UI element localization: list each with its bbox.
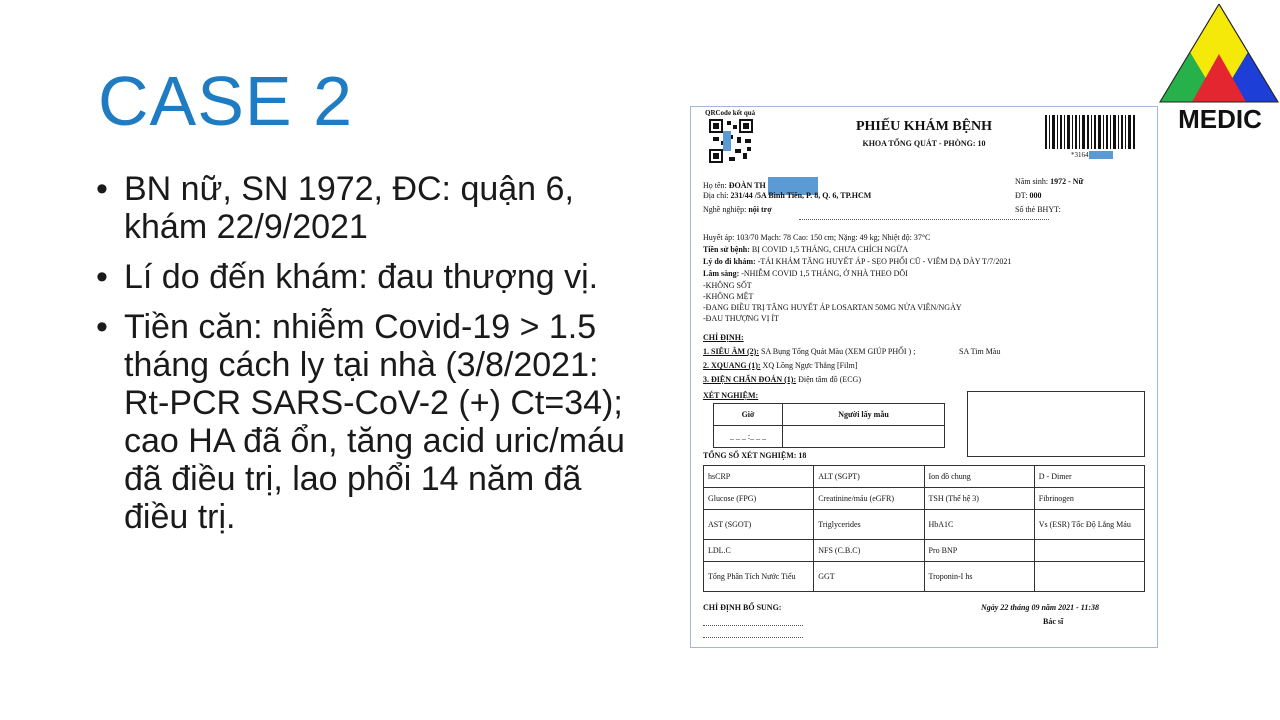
barcode-icon (1045, 115, 1137, 149)
orders-label: CHỈ ĐỊNH: (703, 333, 744, 342)
doctor-label: Bác sĩ (1043, 617, 1064, 626)
bullet-item: • Tiền căn: nhiễm Covid-19 > 1.5 tháng cách ly tại nhà (3/8/2021: Rt-PCR SARS-CoV-2 (+) Ct=34); cao HA đã ổn, tăng acid uric/máu đã điều trị, lao phổi 14 năm đã điều trị. (96, 308, 625, 536)
bullet-glyph: • (96, 308, 108, 346)
order-extra: SA Tim Màu (959, 347, 1001, 356)
occupation: Nghề nghiệp: nội trợ (703, 205, 772, 214)
test-cell: Vs (ESR) Tốc Độ Lắng Máu (1034, 510, 1144, 540)
tests-table (703, 465, 1145, 592)
lab-label: XÉT NGHIỆM: (703, 391, 759, 400)
test-cell: NFS (C.B.C) (814, 540, 924, 562)
test-cell: Creatinine/máu (eGFR) (814, 488, 924, 510)
test-cell: TSH (Thế hệ 3) (924, 488, 1034, 510)
test-cell: Tổng Phân Tích Nước Tiểu (704, 562, 814, 592)
insurance: Số thẻ BHYT: (1015, 205, 1061, 214)
phone: ĐT: 000 (1015, 191, 1042, 200)
test-cell: hsCRP (704, 466, 814, 488)
test-cell: HbA1C (924, 510, 1034, 540)
order-item: 1. SIÊU ÂM (2): SA Bụng Tổng Quát Màu (XEM GIÚP PHỔI ) ; (703, 347, 916, 356)
bullet-list (96, 170, 636, 548)
clinical-line: -ĐAU THƯỢNG VỊ ÍT (703, 314, 779, 323)
test-cell: Troponin-I hs (924, 562, 1034, 592)
sample-table (713, 403, 945, 448)
bullet-item: • BN nữ, SN 1972, ĐC: quận 6, khám 22/9/2021 (96, 170, 574, 246)
total-tests: TỔNG SỐ XÉT NGHIỆM: 18 (703, 451, 807, 460)
form-subtitle: KHOA TỔNG QUÁT - PHÒNG: 10 (862, 139, 986, 148)
clinical-line: -KHÔNG SỐT (703, 281, 752, 290)
sample-time-header: Giờ (714, 404, 783, 426)
exam-date: Ngày 22 tháng 09 năm 2021 - 11:38 (981, 603, 1100, 612)
sample-collector-cell (783, 426, 945, 448)
test-cell (1034, 562, 1144, 592)
medical-exam-form (690, 106, 1158, 648)
form-title: PHIẾU KHÁM BỆNH (855, 119, 993, 134)
clinical: Lâm sàng: -NHIỄM COVID 1,5 THÁNG, Ở NHÀ THEO DÕI (703, 269, 908, 278)
test-cell: ALT (SGPT) (814, 466, 924, 488)
birth-year: Năm sinh: 1972 - Nữ (1015, 177, 1084, 186)
patient-name: Họ tên: ĐOÀN TH (703, 177, 818, 195)
sample-collector-header: Người lấy mẫu (783, 404, 945, 426)
test-cell: LDL.C (704, 540, 814, 562)
bullet-glyph: • (96, 170, 108, 208)
test-cell: Pro BNP (924, 540, 1034, 562)
logo-text: MEDIC (1178, 104, 1262, 134)
vitals: Huyết áp: 103/70 Mạch: 78 Cao: 150 cm; Nặng: 49 kg; Nhiệt độ: 37°C (703, 233, 931, 242)
test-cell (1034, 540, 1144, 562)
test-cell: Fibrinogen (1034, 488, 1144, 510)
divider (703, 637, 803, 638)
slide-title: CASE 2 (98, 62, 353, 140)
qr-label: QRCode kết quả (705, 109, 756, 117)
divider (799, 219, 1049, 220)
bullet-glyph: • (96, 258, 108, 296)
test-cell: Ion đồ chung (924, 466, 1034, 488)
address: Địa chỉ: 231/44 /5A Bình Tiên, P. 8, Q. 6, TP.HCM (703, 191, 872, 200)
test-cell: GGT (814, 562, 924, 592)
bullet-item: • Lí do đến khám: đau thượng vị. (96, 258, 599, 296)
reason: Lý do đi khám: -TÁI KHÁM TĂNG HUYẾT ÁP - SẸO PHỔI CŨ - VIÊM DẠ DÀY T/7/2021 (703, 257, 1012, 266)
order-item: 2. XQUANG (1): XQ Lồng Ngực Thẳng [Film] (703, 361, 858, 370)
test-cell: Triglycerides (814, 510, 924, 540)
extra-orders-label: CHỈ ĐỊNH BỔ SUNG: (703, 603, 782, 612)
test-cell: Glucose (FPG) (704, 488, 814, 510)
divider (703, 625, 803, 626)
clinical-line: -ĐANG ĐIỀU TRỊ TĂNG HUYẾT ÁP LOSARTAN 50MG NỬA VIÊN/NGÀY (703, 303, 962, 312)
history: Tiền sử bệnh: BỊ COVID 1,5 THÁNG, CHƯA CHÍCH NGỪA (703, 245, 909, 254)
empty-box (967, 391, 1145, 457)
barcode-number: *3164 (1071, 151, 1113, 159)
clinical-line: -KHÔNG MỆT (703, 292, 754, 301)
order-item: 3. ĐIỆN CHẨN ĐOÁN (1): Điện tâm đồ (ECG) (703, 375, 861, 384)
sample-time-cell: _ _ _ :_ _ _ (714, 426, 783, 448)
test-cell: D - Dimer (1034, 466, 1144, 488)
test-cell: AST (SGOT) (704, 510, 814, 540)
